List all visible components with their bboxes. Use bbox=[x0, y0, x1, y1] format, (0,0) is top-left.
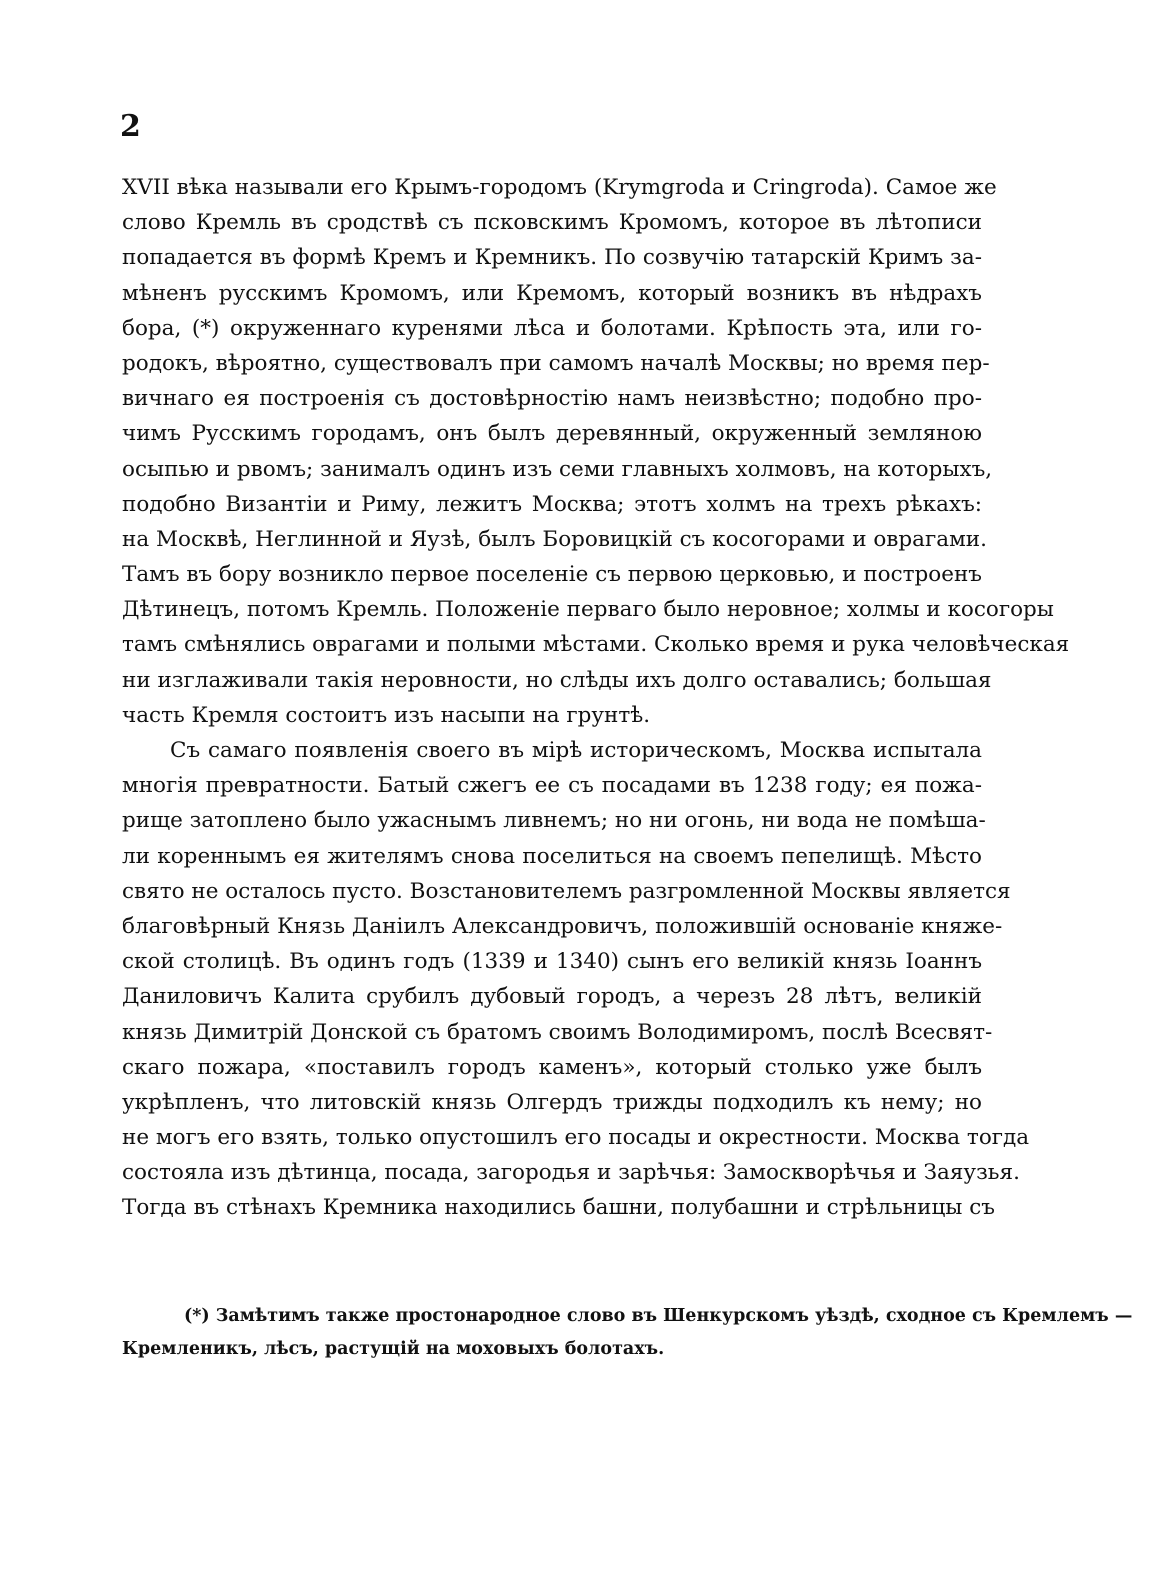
text-line: ни изглаживали такія неровности, но слѣды ихъ долго оставались; большая bbox=[122, 667, 992, 693]
text-line: родокъ, вѣроятно, существовалъ при самомъ началѣ Москвы; но время пер- bbox=[122, 350, 990, 376]
text-line: мѣненъ русскимъ Кромомъ, или Кремомъ, который возникъ въ нѣдрахъ bbox=[122, 280, 982, 306]
text-line: многія превратности. Батый сжегъ ее съ посадами въ 1238 году; ея пожа- bbox=[122, 773, 982, 799]
text-line: XVII вѣка называли его Крымъ-городомъ (Krymgroda и Cringroda). Самое же bbox=[122, 175, 997, 200]
text-line: часть Кремля состоитъ изъ насыпи на грунтѣ. bbox=[122, 702, 651, 728]
footnote bbox=[122, 1300, 1133, 1366]
text-line: тамъ смѣнялись оврагами и полыми мѣстами. Сколько время и рука человѣческая bbox=[122, 632, 1070, 658]
footnote-line: Кремленикъ, лѣсъ, растущій на моховыхъ болотахъ. bbox=[122, 1339, 665, 1359]
text-line: ли кореннымъ ея жителямъ снова поселиться на своемъ пепелищѣ. Мѣсто bbox=[122, 843, 982, 869]
text-line: свято не осталось пусто. Возстановителемъ разгромленной Москвы является bbox=[122, 878, 1011, 904]
text-line: на Москвѣ, Неглинной и Яузѣ, былъ Боровицкій съ косогорами и оврагами. bbox=[122, 526, 987, 552]
text-line: вичнаго ея построенія съ достовѣрностію намъ неизвѣстно; подобно про- bbox=[122, 386, 982, 412]
text-line: подобно Византіи и Риму, лежитъ Москва; этотъ холмъ на трехъ рѣкахъ: bbox=[122, 491, 982, 517]
text-line: благовѣрный Князь Даніилъ Александровичъ, положившій основаніе княже- bbox=[122, 913, 1003, 939]
text-line: скаго пожара, «поставилъ городъ каменъ», который столько уже былъ bbox=[122, 1054, 982, 1080]
text-line: попадается въ формѣ Кремъ и Кремникъ. По созвучію татарскій Кримъ за- bbox=[122, 245, 982, 271]
text-line: рище затоплено было ужаснымъ ливнемъ; но ни огонь, ни вода не помѣша- bbox=[122, 808, 986, 834]
text-line: ской столицѣ. Въ одинъ годъ (1339 и 1340) сынъ его великій князь Іоаннъ bbox=[122, 949, 982, 975]
text-line: князь Димитрій Донской съ братомъ своимъ Володимиромъ, послѣ Всесвят- bbox=[122, 1019, 993, 1045]
text-line: Даниловичъ Калита срубилъ дубовый городъ, а черезъ 28 лѣтъ, великій bbox=[122, 984, 982, 1010]
text-line: Тогда въ стѣнахъ Кремника находились башни, полубашни и стрѣльницы съ bbox=[122, 1195, 995, 1221]
text-line: Дѣтинецъ, потомъ Кремль. Положеніе перваго было неровное; холмы и косогоры bbox=[122, 597, 1054, 623]
text-line: не могъ его взять, только опустошилъ его посады и окрестности. Москва тогда bbox=[122, 1125, 1030, 1151]
text-line: Тамъ въ бору возникло первое поселеніе съ первою церковью, и построенъ bbox=[122, 562, 982, 588]
text-line: слово Кремль въ сродствѣ съ псковскимъ Кромомъ, которое въ лѣтописи bbox=[122, 210, 982, 236]
main-text bbox=[122, 170, 1070, 1226]
text-line: состояла изъ дѣтинца, посада, загородья и зарѣчья: Замоскворѣчья и Заяузья. bbox=[122, 1160, 1020, 1186]
footnote-line: (*) Замѣтимъ также простонародное слово въ Шенкурскомъ уѣздѣ, сходное съ Кремлемъ — bbox=[184, 1306, 1133, 1326]
text-line: бора, (*) окруженнаго куренями лѣса и болотами. Крѣпость эта, или го- bbox=[122, 315, 982, 341]
text-line: чимъ Русскимъ городамъ, онъ былъ деревянный, окруженный земляною bbox=[122, 421, 982, 447]
text-line: укрѣпленъ, что литовскій князь Олгердъ трижды подходилъ къ нему; но bbox=[122, 1089, 982, 1115]
page-number: 2 bbox=[120, 109, 141, 144]
text-line: Съ самаго появленія своего въ мірѣ историческомъ, Москва испытала bbox=[170, 738, 982, 763]
text-line: осыпью и рвомъ; занималъ одинъ изъ семи главныхъ холмовъ, на которыхъ, bbox=[122, 456, 993, 482]
